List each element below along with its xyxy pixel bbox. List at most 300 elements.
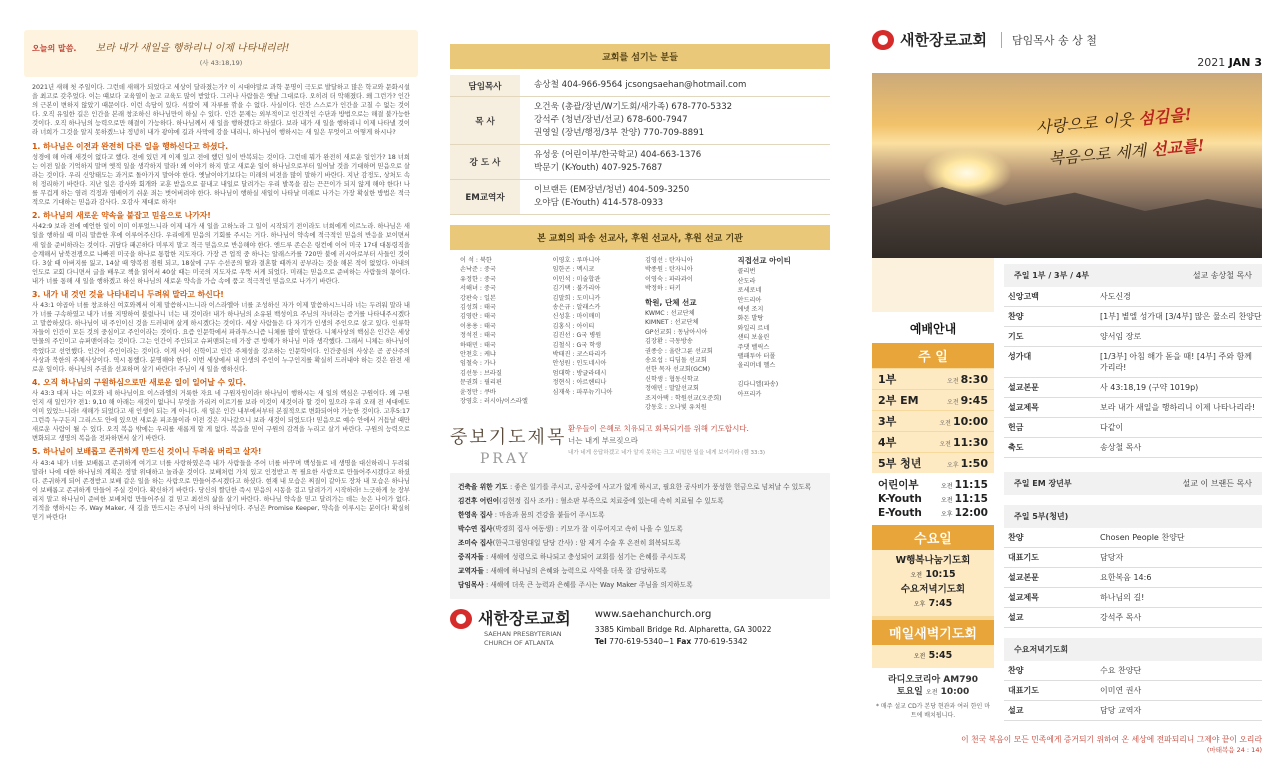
slogan-text: 사랑으로 이웃 xyxy=(1035,109,1140,138)
program-row xyxy=(1004,548,1262,568)
prayer-item xyxy=(458,536,822,550)
sermon-heading: 5. 하나님이 보배롭고 존귀하게 만드신 것이니 두려움 버리고 살자! xyxy=(32,447,262,457)
order-of-service xyxy=(994,258,1262,724)
missionary-entry: 이 석 : 북한 xyxy=(460,257,492,264)
prayer-name: 중직자들 xyxy=(458,552,484,561)
missionary-entry: 아프리카 xyxy=(737,390,762,398)
missionary-entry xyxy=(738,371,831,380)
missionary-entry: 선한 목자 선교회(GCM) xyxy=(645,366,711,374)
mountain-silhouette xyxy=(872,183,1262,258)
missionary-entry: 유정한 : 중국 xyxy=(460,275,496,283)
phone-line xyxy=(595,636,772,648)
program-header xyxy=(1004,472,1262,495)
missionary-entry: 올리머네 헬스 xyxy=(737,362,776,370)
program-header xyxy=(1004,264,1262,287)
missionary-entry: 신학생 : 협동신학교 xyxy=(645,375,699,383)
prayer-item xyxy=(458,522,822,536)
service-name: 2부 EM xyxy=(878,394,919,407)
missionary-entry: 안드리아 xyxy=(737,296,762,304)
senior-pastor: 담임목사 송 상 철 xyxy=(1001,32,1097,48)
service-time-value: 12:00 xyxy=(954,507,988,519)
program-row xyxy=(1004,608,1262,628)
missionary-entry: 장영호 : 러시아/이스라엘 xyxy=(460,398,528,406)
radio-station: 라디오코리아 AM790 xyxy=(887,675,978,685)
wed2-time: 7:45 xyxy=(928,598,953,609)
closing-text: 이 천국 복음이 모든 민족에게 증거되기 위하여 온 세상에 전파되리니 그제야 끝이 오리라 xyxy=(961,735,1262,744)
program-item: 축도 xyxy=(1008,443,1024,452)
prayer-line-3: 내가 네게 응답하겠고 네가 알지 못하는 크고 비밀한 일을 네게 보이리라 (렘 33:3) xyxy=(568,449,766,456)
radio-ampm: 오전 xyxy=(925,689,938,696)
program-rows xyxy=(1004,287,1262,458)
prayer-header xyxy=(450,423,830,467)
heart-logo-icon xyxy=(872,30,894,50)
sermon-heading: 1. 하나님은 이전과 완전히 다른 일을 행하신다고 하셨다. xyxy=(32,141,229,151)
service-time xyxy=(941,479,988,493)
staff-line: 송상철 404-966-9564 jcsongsaehan@hotmail.com xyxy=(534,80,747,90)
sermon-heading: 2. 하나님의 새로운 약속을 붙잡고 믿음으로 나가자! xyxy=(32,211,211,221)
program-row xyxy=(1004,438,1262,458)
program-row xyxy=(1004,681,1262,701)
radio-day: 토요일 xyxy=(896,687,923,697)
sermon-paragraph: 사 43:4 내가 너를 보배롭고 존귀하게 여기고 너를 사랑하였은즉 내가 사람들을 주어 너를 바꾸며 백성들로 네 생명을 대신하리니 두려워 말라! 나에 대한 하나님의 계획은 정말 위대하고 놀라운 것이다. 보배처럼 가치 있고 인정받고 꼭 필요한 사람으로 만들어주시겠다고 하셨다. 존귀하게 되어 존경받고 보배 같은 일을 하는 사람으로 만들어주시겠다고 하셨다. 현재 내 모습은 찌질이 같아도 장차 내 모습은 하나님이 보배롭고 존귀하게 만들어 주실 것이다. 확신하기 바란다. 당신의 짤딘한 즉시 믿음의 시동을 걸고 달려가기 시작하라! 느긋하게 늦 장부리지 말고 하나님이 준비한 보배처럼 만들어주실 걸 믿고 최선의 삶을 살기 바란다. 하나님 약속을 믿고 달려가는 데는 늦은 나이가 없다. 기적을 행하시는 주, Way Maker, 새 길을 만드시는 주님이 나의 하나님이다. 주님은 Promise Keeper, 약속을 이루시는 분이다! 확실히 믿기 바란다! xyxy=(32,459,410,522)
wednesday-heading: 수요일 xyxy=(872,525,994,550)
program-row xyxy=(1004,378,1262,398)
program-item: 성가대 xyxy=(1008,352,1032,361)
logo-eng-2: CHURCH OF ATLANTA xyxy=(484,639,554,647)
service-ampm: 오전 xyxy=(947,377,959,385)
program-row xyxy=(1004,588,1262,608)
prayer-item xyxy=(458,508,822,522)
staff-line: 박문기 (K-Youth) 407-925-7687 xyxy=(534,163,663,173)
prayer-line-2: 너는 내게 부르짖으라 xyxy=(568,435,638,445)
service-time-value: 8:30 xyxy=(960,372,988,386)
closing-verse xyxy=(872,734,1262,754)
wed1-time: 10:15 xyxy=(925,569,956,580)
prayer-name: 조미숙 집사 xyxy=(458,538,493,547)
missionary-entry: 에넷 조지 xyxy=(737,306,764,314)
missionary-entry: 심재욱 : 파푸뉴기니아 xyxy=(552,388,613,396)
service-time-value: 11:30 xyxy=(952,435,988,449)
service-section xyxy=(872,258,1262,724)
service-time xyxy=(941,507,988,521)
prayer-item xyxy=(458,494,822,508)
staff-role: 강 도 사 xyxy=(450,145,520,180)
service-time xyxy=(941,493,988,507)
church-logo xyxy=(450,609,571,647)
prayer-line-1: 환우들이 은혜로 치유되고 회복되기를 위해 기도합시다. xyxy=(568,423,749,433)
program-value: 다같이 xyxy=(1100,423,1124,432)
service-name: 3부 xyxy=(878,415,897,428)
missionary-col xyxy=(645,256,738,413)
dawn-ampm: 오전 xyxy=(913,653,926,660)
missionary-entry: 안성원 : 인도네시아 xyxy=(552,360,607,368)
prayer-name: 담임목사 xyxy=(458,580,484,589)
service-time-value: 9:45 xyxy=(960,393,988,407)
program-value: 담당자 xyxy=(1100,553,1124,562)
missionary-entry: 정애민 : 말알선교회 xyxy=(645,385,699,393)
table-row xyxy=(450,75,830,97)
bulletin-cover xyxy=(852,0,1280,782)
sermon-heading: 3. 내가 내 것인 것을 나타내리니 두려워 말라고 하신다! xyxy=(32,289,224,299)
sermon-paragraph: 사 43:1 야곱아 너를 창조하신 여호와께서 이제 말씀하시느니라 이스라엘아 너를 조성하신 자가 이제 말씀하시느니라 너는 두려워 말라 내가 너를 구속하였고 내가 너를 지명하여 불렀나니 너는 내 것이라! 내가 하나님의 소유된 백성이요 주님의 자녀라는 증거를 나타내주시겠다고 말씀하셨다. 하나님이 내 주인이신 것을 드러내며 살게 하시겠다는 것이다. 세상 사람들은 다 자기가 인생의 주인으로 살고 있다. 인류학자들이 인간이 모든 것의 중심이고 주인이라는 것이다. 요즘 인문학에서 파라투스니즘 니체를 많이 말한다. 니체사상의 핵심은 인간은 세상 만물의 주인이고 슈퍼맨이라는 것이다. 그는 인간이 주인되고 슈퍼맨되는데 가장 큰 방해가 하나님 이라 생각했다. 그래서 니체는 하나님이 죽었다고 선언했다. 인간이 주인이라는 것이다. 이게 사이 신학이고 인간 주체성을 강조하는 인문학이다. 인간중심의 사상은 곧 공산주의 사상과 북한의 주체사상이다. 역시 통했다. 분명해야 한다. 이번 세상에서 내 인생의 주인이 누구인지를 확실히 드러내야 하는 것은 완전 새로운 일이다. 하나님의 주권을 선포하며 살기 바란다! 주님이 새 일을 행하신다. xyxy=(32,302,410,373)
prayer-name: 한영옥 집사 xyxy=(458,510,493,519)
church-address xyxy=(595,609,772,648)
slogan-highlight: 선교를! xyxy=(1150,135,1206,160)
prayer-name: 건축을 위한 기도 xyxy=(458,482,508,491)
service-name: E-Youth xyxy=(878,507,922,519)
church-footer xyxy=(450,609,830,648)
missionary-entry: 정현식 : 아르헨티나 xyxy=(552,379,607,387)
missionary-entry: 서해녀 : 중국 xyxy=(460,285,496,293)
missionary-entry: 학원, 단체 선교 xyxy=(645,297,697,307)
service-ampm: 오후 xyxy=(940,511,953,518)
missionary-entry: KWMC : 선교단체 xyxy=(645,310,695,318)
program-row xyxy=(1004,528,1262,548)
service-ampm: 오전 xyxy=(940,497,953,504)
prayer-text: (한국그림엄대일 담당 간사) : 암 제거 수술 후 온전히 회복되도록 xyxy=(492,538,681,547)
staff-title: 교회를 섬기는 분들 xyxy=(450,44,830,69)
wed1-ampm: 오전 xyxy=(910,572,923,579)
program-rows xyxy=(1004,661,1262,721)
sermon-paragraph: 성경에 해 아래 새것이 없다고 했다. 전에 있던 게 이제 있고 전에 했던 일이 반복되는 것이다. 그런데 뭐가 완전히 새로운 일인가? 18 너희는 이전 일을 기억하지 말며 옛적 일을 생각하지 말라! 왜 이야기 하지 말고 새로운 일이 하나님으로부터 일어날 것을 기대하며 믿음으로 살라는 것이다. 우리 신앙태도는 과거로 돌아가지 말아야 한다. 옛날이야기보다는 미래의 비전을 많이 말하기 바란다. 지난 감정도, 상처도 속히 정리하기 바란다. 지난 일은 감사와 회개와 교훈 받음으로 끝내고 내일로 달려가는 우리 발목을 잡는 끈끈이가 되지 않게 해야 한다! 나를 무겁게 하는 염려 걱정과 염배이기 쉬운 죄는 벗어버려야 한다. 하나님이 행하실 새일이 나타날 미래로 나가는 가장 확실한 방법은 적극적으로 기대하는 믿음과 감사다. 오감사 제대로 하자! xyxy=(32,153,410,207)
missionary-entry: 김홍식 : 아이티 xyxy=(552,322,595,330)
missionary-entry: GP선교회 : 동남아시아 xyxy=(645,328,708,336)
missionary-entry: 샌티 보울린 xyxy=(737,334,770,342)
todays-word-tag: 오늘의 말씀. xyxy=(32,44,77,53)
missionary-entry: 김기택 : 불가리아 xyxy=(552,285,601,293)
prayer-item xyxy=(458,564,822,578)
mission-title: 본 교회의 파송 선교사, 후원 선교사, 후원 선교 기관 xyxy=(450,225,830,250)
program-row xyxy=(1004,398,1262,418)
program-row xyxy=(1004,347,1262,378)
prayer-list xyxy=(450,473,830,599)
program-item: 찬양 xyxy=(1008,666,1024,675)
missionary-entry: 김영란 : 태국 xyxy=(460,313,496,321)
staff-line: 유성웅 (어린이부/한국학교) 404-663-1376 xyxy=(534,150,702,160)
staff-line: 권영일 (장년/행정/3부 찬양) 770-709-8891 xyxy=(534,128,705,138)
prayer-item xyxy=(458,578,822,592)
staff-contacts xyxy=(520,180,830,215)
program-value: 보라 내가 새일을 행하리니 이제 나타나리라! xyxy=(1100,403,1256,412)
missionary-entry: 하태민 : 태국 xyxy=(460,341,496,349)
prayer-item xyxy=(458,550,822,564)
prayer-title xyxy=(450,423,568,467)
program-header xyxy=(1004,505,1262,528)
missionary-heading: 직접선교 아이티 xyxy=(737,256,791,265)
missionary-entry: 엄대학 : 방글라데시 xyxy=(552,369,607,377)
fax-value: 770-619-5342 xyxy=(693,636,748,646)
staff-contacts xyxy=(520,145,830,180)
cover-header xyxy=(872,30,1262,50)
service-time-value: 10:00 xyxy=(952,414,988,428)
program-item: 설교제목 xyxy=(1008,593,1039,602)
missionary-entry: 김선동 : 브라질 xyxy=(460,369,502,377)
missionary-entry: 이영호 : 루마니아 xyxy=(552,257,601,264)
missionary-entry: 권종승 : 울란그룬 선교회 xyxy=(645,347,713,355)
prayer-name: 김건후 어린이 xyxy=(458,496,500,505)
wed-service-2: 수요저녁기도회 xyxy=(900,584,966,595)
program-row xyxy=(1004,418,1262,438)
service-time xyxy=(939,436,988,449)
youth-time-row xyxy=(878,479,988,493)
sermon-body xyxy=(32,83,410,522)
table-row xyxy=(450,145,830,180)
sunday-times xyxy=(872,369,994,473)
program-row xyxy=(1004,568,1262,588)
prayer-lines xyxy=(568,423,765,459)
radio-note: * 매주 설교 CD가 본당 현관과 여러 한인 마트에 배치됩니다. xyxy=(875,703,990,719)
program-value: 하나님의 길! xyxy=(1100,593,1145,602)
staff-line: 오건욱 (총괄/장년/W기도회/새가족) 678-770-5332 xyxy=(534,102,733,112)
radio-time: 10:00 xyxy=(940,687,970,697)
hero-image xyxy=(872,73,1262,258)
program-row xyxy=(1004,287,1262,307)
tel-value: 770-619-5340~1 xyxy=(609,636,675,646)
verse-text: 보라 내가 새일을 행하리니 이제 나타내리라! xyxy=(95,43,290,54)
staff-column xyxy=(436,0,846,782)
program-item: 대표기도 xyxy=(1008,686,1039,695)
service-time-value: 1:50 xyxy=(960,456,988,470)
program-title: 주일 5부(청년) xyxy=(1014,512,1069,521)
staff-contacts xyxy=(520,75,830,97)
service-ampm: 오전 xyxy=(940,483,953,490)
missionary-entry: 이용용 : 태국 xyxy=(460,322,496,330)
service-ampm: 오전 xyxy=(939,419,951,427)
tel-label: Tel xyxy=(594,636,607,646)
prayer-text: : 좋은 일기를 주시고, 공사중에 사고가 없게 하시고, 필요한 공사비가 풍성한 헌금으로 넘쳐날 수 있도록 xyxy=(507,482,812,491)
service-name: 4부 xyxy=(878,436,897,449)
program-item: 찬양 xyxy=(1008,312,1024,321)
missionary-entry: 김장환 : 극동방송 xyxy=(645,338,693,346)
program-item: 설교제목 xyxy=(1008,403,1039,412)
service-time xyxy=(947,457,988,470)
service-time xyxy=(947,394,988,407)
missionary-entry: 강동호 : 오나빛 유치원 xyxy=(645,404,707,412)
program-value: 강석주 목사 xyxy=(1100,613,1142,622)
missionary-col xyxy=(460,256,553,413)
logo-eng-1: SAEHAN PRESBYTERIAN xyxy=(484,630,562,638)
date-year: 2021 xyxy=(1197,56,1226,69)
verse-box xyxy=(24,30,418,77)
program-item: 설교 xyxy=(1008,613,1024,622)
sermon-paragraph: 사42:9 보라 전에 예언한 일이 이미 이루었느니라 이제 내가 새 일을 고하노라 그 일이 시작되기 전이라도 너희에게 이르노라. 하나님은 새 일을 행하실 때 미리 말씀한 후에 이루어주신다. 우리에게 믿음의 기회를 주시는 거다. 하나님이 약속에 적극적인 믿음의 반응을 보이면서 새 일을 준비하라는 것이다. 귀담다 패곤하다 미루지 말고 적극 믿음으로 반응해야 한다. 엔드루 존슨은 링컨에 이어 미국 17대 대통령직을 승계해서 남북전쟁으로 나빠진 미국을 하나로 통합한 지도자다. 가장 큰 업적 중 하나는 알래스카를 720만 불에 러시아로부터 사들인 것이다. 3살 때 아버지를 잃고, 14살 때 양복점 점원 되고, 18살에 구두 수선공의 딸과 결혼할 때까지 공부라는 것을 해본 적이 없었다. 아내의 인도로 교회 다니면서 글을 배우고 책을 읽어서 40살 때는 미국의 지도자로 우뚝 서게 되었다. 미래는 믿음으로 준비하는 사람들의 몫이다. 내가 너를 통해 새 일을 행하겠고 하신 하나님의 새로운 약속을 가슴 속에 품고 적극적인 믿음으로 나가기 바란다. xyxy=(32,223,410,285)
service-time-value: 11:15 xyxy=(954,479,988,491)
staff-role: 목 사 xyxy=(450,97,520,145)
program-item: 찬양 xyxy=(1008,533,1024,542)
worship-title: 예배안내 xyxy=(872,312,994,343)
table-row xyxy=(450,180,830,215)
service-ampm: 오후 xyxy=(947,461,959,469)
program-value: 사도신경 xyxy=(1100,292,1131,301)
staff-role: EM교역자 xyxy=(450,180,520,215)
logo-name: 새한장로교회 xyxy=(900,31,987,49)
verse-ref: (사 43:18,19) xyxy=(199,59,243,67)
service-time-row xyxy=(872,369,994,389)
prayer-text: : 새해에 더욱 큰 능력과 은혜를 주시는 Way Maker 주님을 의지하도록 xyxy=(483,580,693,589)
missionary-grid xyxy=(460,256,830,413)
missionary-entry: 이민석 : 미술합관 xyxy=(552,275,601,283)
sermon-intro: 2021년 새해 첫 주일이다. 그런데 새해가 되었다고 세상이 달라졌는가? 이 시대야말로 과학 문명이 극도로 발달하고 많은 학교와 문화시설을 최고로 갖추었다. 이는 떄보다 교육열이 높고 교육도 많이 받았다. 그러나 사람들은 옛날 그대로다. 오히려 더 악해졌다. 왜 그런가? 인간의 근본이 변하지 않았기 때문이다. 이런 속담이 있다. 식칼이 제 자루를 깎을 수 없다. 사실이다. 인간 스스로가 인간을 고칠 수 없는 것이다. 오직 유일한 길은 인간을 본래 창조하신 하나님만이 하실 수 있다. 인간 문제는 외부적이고 인간적인 수단과 방법으로는 해결 불가능한 것이다. 오직 하나님의 능력으로만 해결이 가능하다. 하나님께서 새 일을 행하겠다고 하셨다. 보라 내가 새 일을 행하리니 이제 나타낼 것이라 너희가 그것을 알지 못하겠느냐 정녕히 내가 광야에 길과 사막에 강을 내리니, 하나님이 행하시는 새 일은 무엇이고 어떻게 하시나? xyxy=(32,84,410,137)
bulletin-date xyxy=(872,56,1262,69)
missionary-entry: 문권희 : 필리핀 xyxy=(460,379,502,387)
program-preacher: 설교 이 브랜든 목사 xyxy=(1182,479,1252,488)
missionary-entry: 이영숙 : 파라과이 xyxy=(645,275,693,283)
program-value: Chosen People 찬양단 xyxy=(1100,533,1185,542)
program-title: 수요저녁기도회 xyxy=(1014,645,1069,654)
service-ampm: 오전 xyxy=(947,398,959,406)
missionary-entry: 와일리 르네 xyxy=(737,324,770,332)
missionary-entry: 윤정만 : 쿠바 xyxy=(460,388,496,396)
program-header xyxy=(1004,638,1262,661)
prayer-title-text: 중보기도제목 xyxy=(450,426,567,448)
program-item: 대표기도 xyxy=(1008,553,1039,562)
wed2-ampm: 오후 xyxy=(913,601,926,608)
program-value: [1부] 볕엘 성가대 [3/4부] 많은 물소리 찬양단 xyxy=(1100,312,1262,321)
program-value: 사 43:18,19 (구약 1019p) xyxy=(1100,383,1199,392)
missionary-entry: 로세로네 xyxy=(737,287,762,295)
sunday-heading: 주 일 xyxy=(872,343,994,368)
missionary-entry: 콜리번 xyxy=(737,268,756,276)
staff-contacts xyxy=(520,97,830,145)
program-item: 기도 xyxy=(1008,332,1024,341)
website-link[interactable]: www.saehanchurch.org xyxy=(594,608,712,620)
missionary-col xyxy=(553,256,646,413)
prayer-name: 교역자들 xyxy=(458,566,484,575)
missionary-entry: KIMNET : 선교단체 xyxy=(645,319,699,327)
missionary-entry: 박태진 : 코스타리카 xyxy=(552,351,607,359)
prayer-eng: PRAY xyxy=(480,450,531,467)
program-title: 주일 1부 / 3부 / 4부 xyxy=(1014,271,1090,280)
missionary-entry: 김성희 : 태국 xyxy=(460,304,496,312)
service-name: 어린이부 xyxy=(878,479,919,491)
program-value: 양서임 장로 xyxy=(1100,332,1142,341)
program-value: 송상철 목사 xyxy=(1100,443,1142,452)
wednesday-times xyxy=(872,550,994,616)
heart-logo-icon xyxy=(450,609,472,629)
program-value: [1/3부] 아침 해가 돋을 때! [4부] 주와 함께 가리라! xyxy=(1100,352,1252,372)
missionary-entry: 산도라 xyxy=(737,277,756,285)
missionary-entry: 김말희 : 도미니카 xyxy=(552,294,601,302)
sermon-column xyxy=(0,0,432,782)
address-line: 3385 Kimball Bridge Rd. Alpharetta, GA 30022 xyxy=(594,624,772,634)
dawn-time xyxy=(872,645,994,668)
youth-times xyxy=(872,473,994,525)
slogan-text: 복음으로 세계 xyxy=(1047,140,1152,169)
program-item: 설교 xyxy=(1008,706,1024,715)
prayer-item xyxy=(458,480,822,494)
prayer-text: : 새해에 하나님의 은혜와 능력으로 사역을 더욱 잘 감당하도록 xyxy=(483,566,667,575)
missionary-entry: 강판숙 : 일본 xyxy=(460,294,496,302)
fax-label: Fax xyxy=(676,636,692,646)
prayer-name: 박수연 집사 xyxy=(458,524,493,533)
missionary-col xyxy=(738,256,831,413)
table-row xyxy=(450,97,830,145)
service-name: K-Youth xyxy=(878,493,922,505)
program-row xyxy=(1004,701,1262,721)
program-item: 설교본문 xyxy=(1008,573,1039,582)
prayer-text: (김현정 집사 조카) : 혈소판 부족으로 치료중에 있는데 속히 치료될 수 있도록 xyxy=(499,496,724,505)
missionary-entry: 안천호 : 케냐 xyxy=(460,351,496,359)
youth-time-row xyxy=(878,507,988,521)
program-value: 수요 찬양단 xyxy=(1100,666,1142,675)
wed-service-1: W행복나눔기도회 xyxy=(895,555,971,566)
prayer-text: : 새해에 성령으로 하나되고 충성되어 교회를 섬기는 은혜를 주시도록 xyxy=(483,552,687,561)
missionary-entry: 박정하 : 터키 xyxy=(645,285,681,293)
program-row xyxy=(1004,307,1262,327)
missionary-entry: 김진선 : G국 병원 xyxy=(552,332,602,340)
prayer-text: (박경희 집사 여동생) : 키모가 잘 이루어지고 속히 나을 수 있도록 xyxy=(492,524,683,533)
service-time xyxy=(947,373,988,386)
missionary-entry: 팰패투아 터폴 xyxy=(737,353,776,361)
service-time-value: 11:15 xyxy=(954,493,988,505)
service-time-row xyxy=(872,411,994,431)
program-rows xyxy=(1004,528,1262,628)
service-name: 5부 청년 xyxy=(878,457,922,470)
program-item: 설교본문 xyxy=(1008,383,1039,392)
slogan xyxy=(1035,98,1206,176)
program-value: 요한복음 14:6 xyxy=(1100,573,1152,582)
staff-line: 이브랜든 (EM장년/청년) 404-509-3250 xyxy=(534,185,690,195)
program-item: 헌금 xyxy=(1008,423,1024,432)
program-item: 신앙고백 xyxy=(1008,292,1039,301)
sermon-heading: 4. 오직 하나님의 구원하심으로만 새로운 일이 일어날 수 있다. xyxy=(32,377,246,387)
missionary-entry: 김다니엘(파송) xyxy=(737,381,779,389)
program-preacher: 설교 송상철 목사 xyxy=(1192,271,1252,280)
missionary-entry: 송요섭 : 디딤돌 선교회 xyxy=(645,357,707,365)
program-title: 주일 EM 장년부 xyxy=(1014,479,1072,488)
missionary-entry: 송은규 : 알래스카 xyxy=(552,304,601,312)
missionary-entry: 손낙준 : 중국 xyxy=(460,266,496,274)
missionary-entry: 박종원 : 탄자니아 xyxy=(645,266,693,274)
program-value: 담당 교역자 xyxy=(1100,706,1142,715)
dawn-heading: 매일새벽기도회 xyxy=(872,620,994,645)
staff-line: 오야담 (E-Youth) 414-578-0933 xyxy=(534,198,664,208)
program-row xyxy=(1004,661,1262,681)
missionary-entry: 화돈 발탕 xyxy=(737,315,764,323)
missionary-entry: 정석진 : 태국 xyxy=(460,332,496,340)
closing-ref: (마태복음 24 : 14) xyxy=(1206,746,1262,754)
missionary-entry: 신성훈 : 마이매미 xyxy=(552,313,601,321)
service-name: 1부 xyxy=(878,373,897,386)
staff-role: 담임목사 xyxy=(450,75,520,97)
service-time-row xyxy=(872,390,994,410)
logo-name: 새한장로교회 xyxy=(478,609,571,628)
service-ampm: 오전 xyxy=(939,440,951,448)
missionary-entry: 조지아택 : 학원선교(오준희) xyxy=(645,394,722,402)
service-time-row xyxy=(872,453,994,473)
cross-decoration xyxy=(872,258,994,312)
worship-times xyxy=(872,258,994,724)
slogan-highlight: 섬김을! xyxy=(1137,104,1193,129)
missionary-entry: 김영선 : 탄자니아 xyxy=(645,257,693,264)
sermon-paragraph: 사 43:3 대저 나는 여호와 네 하나님이요 이스라엘의 거룩한 자요 네 구원자임이라! 하나님이 행하시는 새 일의 핵심은 구원이다. 왜 구원인지 새 일인가? 전1: 9,10 해 아래는 새것이 없나니 무엇을 가리켜 이르기를 보라 이것이 새것이라 할 것이 있으랴 우리 오래 전 세대에도 이미 있었느니라! 새해가 되었다고 새 인생이 되는 게 아니다. 새 일은 인간 내부에서부터 본질적으로 변화되어야 가능한 것이다. 고후5:17 그런즉 누구든지 그리스도 안에 있으면 새로운 피조물이라 이전 것은 지나갔으니 보라 새것이 되었도다! 믿음으로 예수 안에서 거듭날 때만 새로운 사람이 될 수 있다. 오직 복음 밖에는 우리를 새롭게 할 게 없다. 복음을 믿어 구원의 감격을 누리고 살기 바란다. 구원의 능력으로 변화되고 생명의 복음을 전파하면서 살기 바란다. xyxy=(32,389,410,443)
missionary-entry: 임한곤 : 멕시코 xyxy=(552,266,595,274)
service-time-row xyxy=(872,432,994,452)
dawn-time-value: 5:45 xyxy=(928,650,953,661)
prayer-text: : 마음과 몸의 건강을 붙들어 주시도록 xyxy=(492,510,605,519)
staff-line: 강석주 (청년/장년/선교) 678-600-7947 xyxy=(534,115,688,125)
missionary-entry: 임철숙 : 가나 xyxy=(460,360,496,368)
date-day: JAN 3 xyxy=(1228,56,1262,69)
missionary-entry: 주댓 벨릭스 xyxy=(737,343,770,351)
service-time xyxy=(939,415,988,428)
staff-table xyxy=(450,75,830,215)
radio-info xyxy=(872,668,994,724)
missionary-entry: 김철식 : G국 학생 xyxy=(552,341,602,349)
program-row xyxy=(1004,327,1262,347)
program-value: 이미연 권사 xyxy=(1100,686,1142,695)
youth-time-row xyxy=(878,493,988,507)
